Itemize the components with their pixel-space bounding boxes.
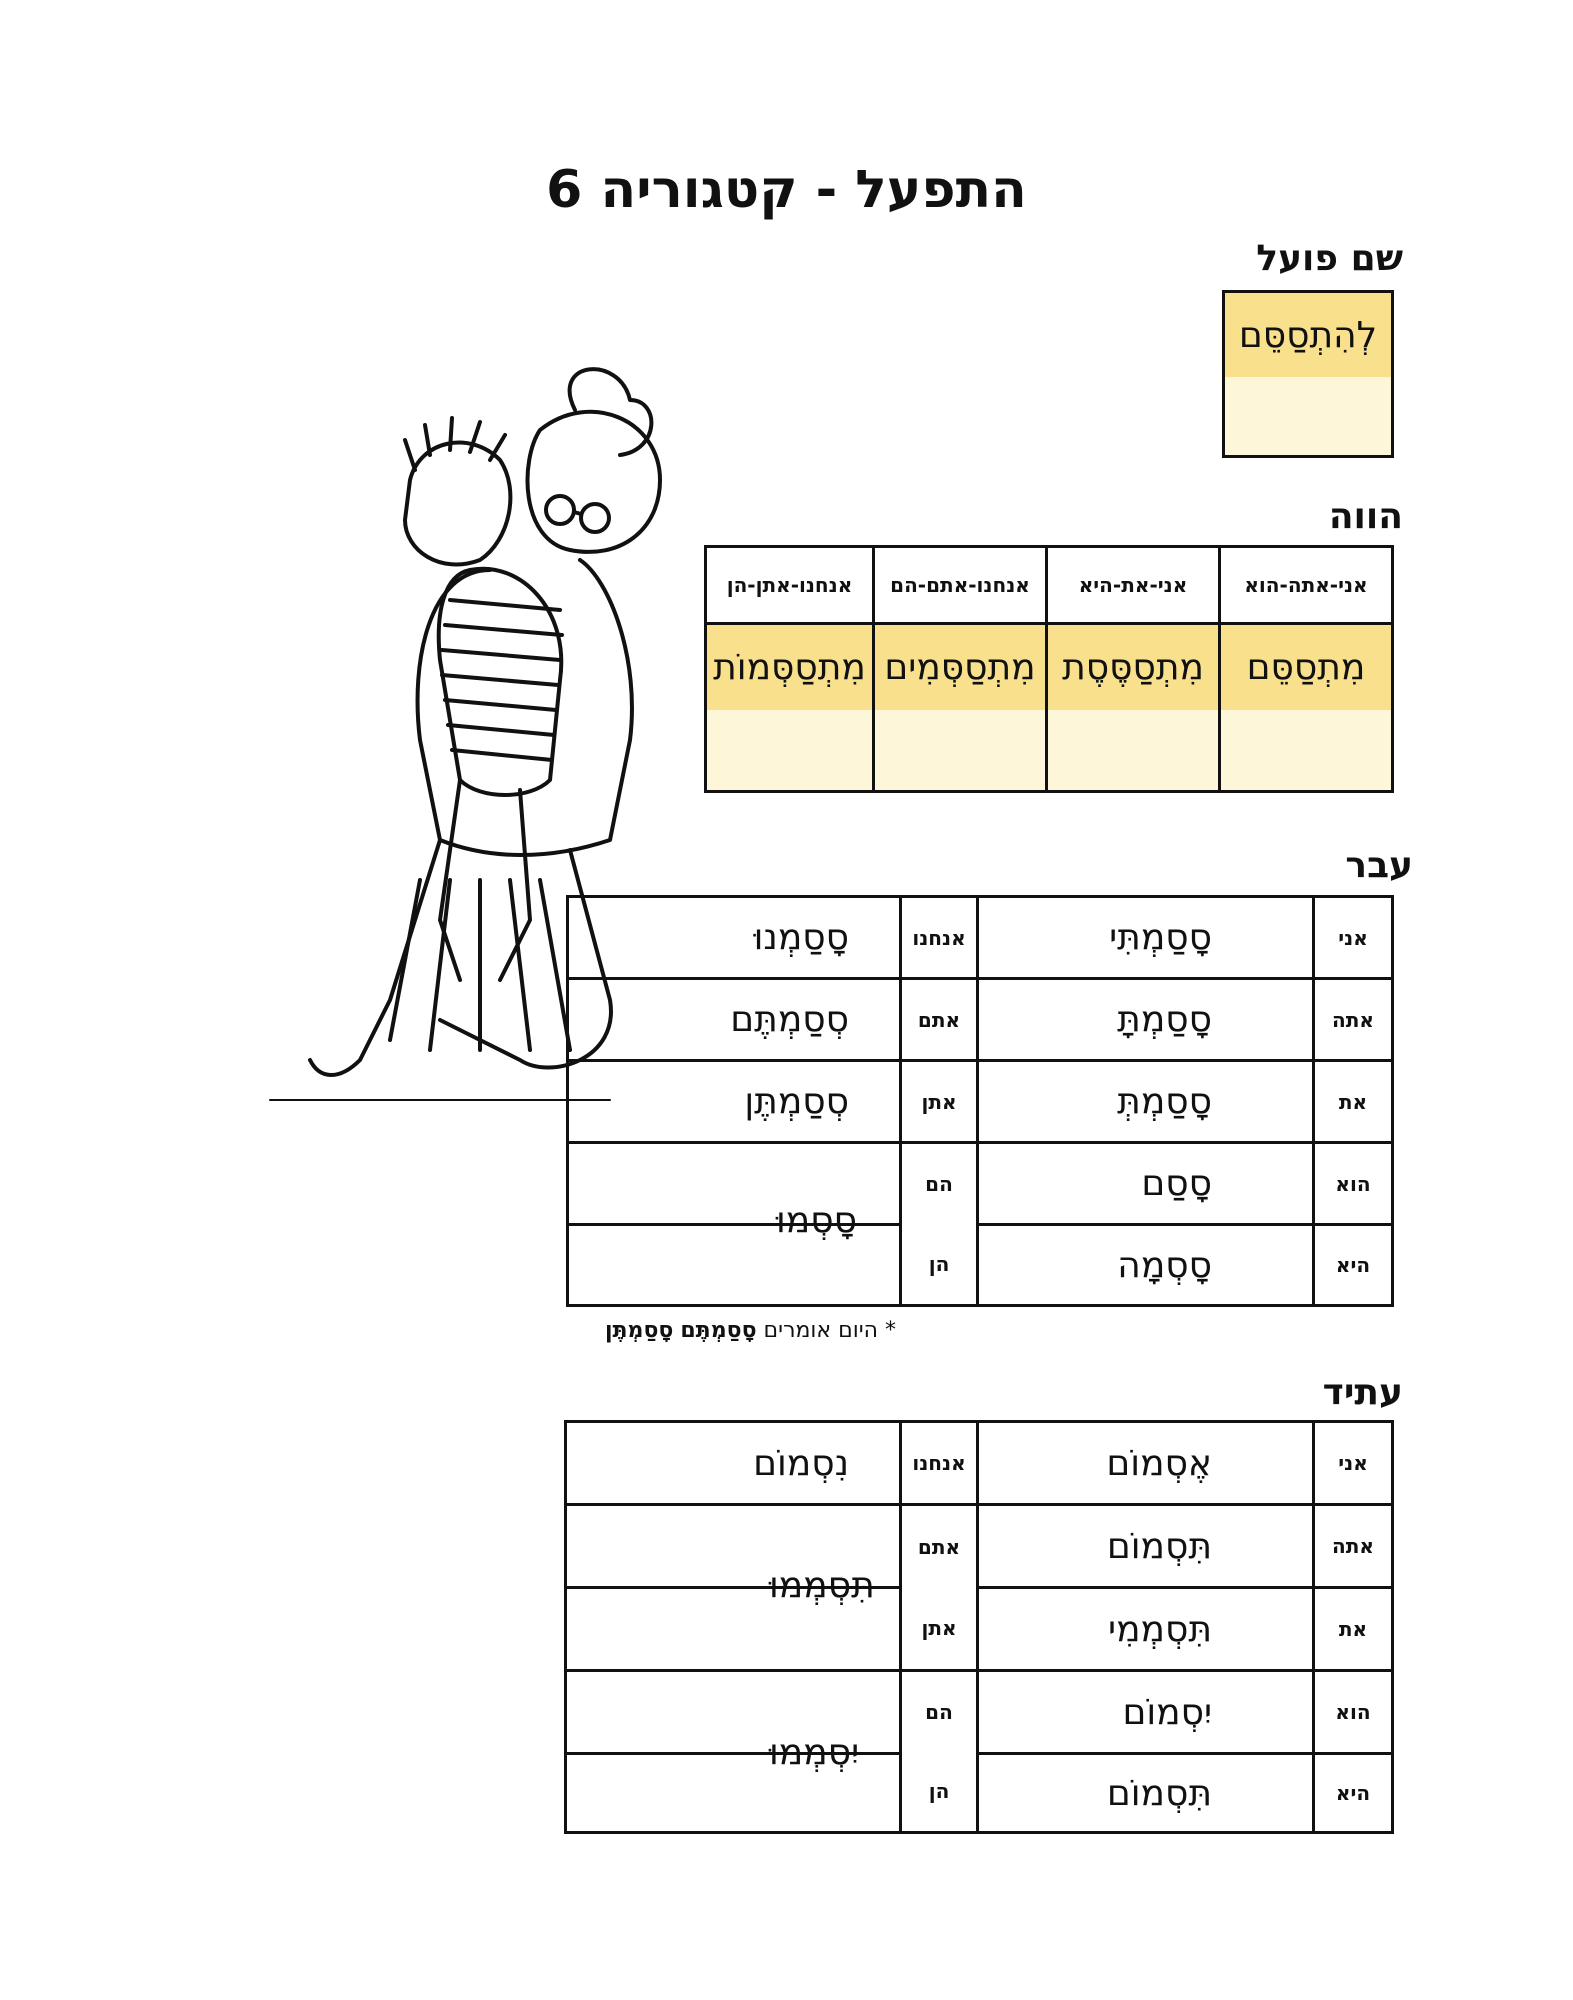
future-pronoun-4: הוא xyxy=(1312,1669,1394,1755)
past-pronoun-hen: הן xyxy=(928,1252,950,1276)
future-pronoun-hen: הן xyxy=(928,1779,950,1804)
present-cell-3 xyxy=(872,622,1048,793)
future-heading: עתיד xyxy=(1322,1372,1403,1413)
future-pronoun-atem: אתם xyxy=(917,1534,961,1559)
future-pronoun-aten: אתן xyxy=(921,1616,957,1641)
infinitive-word: לְהִתְסַסֵּם xyxy=(1238,314,1378,356)
present-blank-1 xyxy=(1221,710,1391,790)
infinitive-yellow-band xyxy=(1225,293,1391,377)
present-header-3: אנחנו-אתם-הם xyxy=(872,545,1048,625)
past-table xyxy=(566,895,1394,1307)
past-note-word-1: סָסַמְתֶּם xyxy=(680,1318,757,1343)
future-word-anachnu: נִסְמוֹם xyxy=(753,1442,849,1484)
future-word-ani: אֶסְמוֹם xyxy=(1106,1442,1212,1484)
present-cell-2 xyxy=(1045,622,1221,793)
past-plural-2 xyxy=(566,977,902,1062)
past-singular-1 xyxy=(976,895,1315,980)
present-header-1: אני-אתה-הוא xyxy=(1218,545,1394,625)
future-pronoun-hem: הם xyxy=(925,1699,953,1724)
present-word-1: מִתְסַסֵּם xyxy=(1246,647,1366,688)
present-cell-1 xyxy=(1218,622,1394,793)
infinitive-box xyxy=(1222,290,1394,458)
future-singular-5 xyxy=(976,1752,1315,1834)
present-table xyxy=(704,545,1394,793)
past-plural-pronoun-hem-hen xyxy=(899,1141,979,1307)
past-singular-4 xyxy=(976,1141,1315,1226)
present-cell-4 xyxy=(704,622,875,793)
past-singular-5 xyxy=(976,1223,1315,1307)
past-word-at: סָסַמְתְּ xyxy=(1117,1081,1212,1122)
future-plural-pronoun-hem-hen xyxy=(899,1669,979,1834)
past-word-hi: סָסְמָה xyxy=(1117,1244,1212,1286)
past-pronoun-2: אתה xyxy=(1312,977,1394,1062)
future-word-atem-aten: תִּסְמְמוּ xyxy=(769,1565,875,1606)
future-singular-3 xyxy=(976,1586,1315,1672)
present-yellow-3 xyxy=(875,625,1045,710)
past-word-ani: סָסַמְתִּי xyxy=(1109,917,1212,958)
future-plural-1 xyxy=(564,1420,902,1506)
present-blank-4 xyxy=(707,710,872,790)
future-pronoun-3: את xyxy=(1312,1586,1394,1672)
future-plural-pronoun-atem-aten xyxy=(899,1503,979,1672)
past-plural-pronoun-2: אתם xyxy=(899,977,979,1062)
past-singular-2 xyxy=(976,977,1315,1062)
present-word-4: מִתְסַסְּמוֹת xyxy=(713,647,866,688)
present-blank-3 xyxy=(875,710,1045,790)
present-yellow-1 xyxy=(1221,625,1391,710)
present-heading: הווה xyxy=(1328,496,1403,537)
present-blank-2 xyxy=(1048,710,1218,790)
past-word-ata: סָסַמְתָּ xyxy=(1117,999,1212,1040)
past-word-aten: סְסַמְתֶּן xyxy=(744,1081,849,1122)
future-pronoun-5: היא xyxy=(1312,1752,1394,1834)
past-plural-1 xyxy=(566,895,902,980)
future-word-at: תִּסְמְמִי xyxy=(1108,1608,1212,1650)
past-heading: עבר xyxy=(1345,845,1413,886)
past-word-hu: סָסַם xyxy=(1141,1163,1212,1204)
past-pronoun-hem: הם xyxy=(925,1172,953,1196)
past-plural-pronoun-3: אתן xyxy=(899,1059,979,1144)
past-word-atem: סְסַמְתֶּם xyxy=(730,999,849,1040)
past-plural-pronoun-1: אנחנו xyxy=(899,895,979,980)
future-singular-4 xyxy=(976,1669,1315,1755)
future-pronoun-2: אתה xyxy=(1312,1503,1394,1589)
present-header-4: אנחנו-אתן-הן xyxy=(704,545,875,625)
past-plural-3 xyxy=(566,1059,902,1144)
future-singular-1 xyxy=(976,1420,1315,1506)
future-singular-2 xyxy=(976,1503,1315,1589)
past-pronoun-1: אני xyxy=(1312,895,1394,980)
past-pronoun-3: את xyxy=(1312,1059,1394,1144)
future-pronoun-1: אני xyxy=(1312,1420,1394,1506)
past-note xyxy=(566,1318,896,1343)
present-yellow-4 xyxy=(707,625,872,710)
future-word-hu: יִסְמוֹם xyxy=(1122,1691,1212,1733)
past-note-word-2: סָסַמְתֶּן xyxy=(604,1318,674,1343)
future-word-ata: תִּסְמוֹם xyxy=(1106,1525,1212,1567)
future-table xyxy=(564,1420,1394,1834)
past-word-anachnu: סָסַמְנוּ xyxy=(753,917,849,958)
future-word-hi: תִּסְמוֹם xyxy=(1106,1772,1212,1814)
past-pronoun-4: הוא xyxy=(1312,1141,1394,1226)
past-pronoun-5: היא xyxy=(1312,1223,1394,1307)
infinitive-heading: שם פועל xyxy=(1256,238,1403,279)
present-word-3: מִתְסַסְּמִים xyxy=(884,647,1036,688)
page-title: התפעל - קטגוריה 6 xyxy=(546,160,1027,220)
past-word-hem-hen: סָסְמוּ xyxy=(776,1200,857,1241)
past-singular-3 xyxy=(976,1059,1315,1144)
future-plural-pronoun-1: אנחנו xyxy=(899,1420,979,1506)
future-word-hem-hen: יִסְמְמוּ xyxy=(769,1732,860,1773)
present-header-2: אני-את-היא xyxy=(1045,545,1221,625)
present-yellow-2 xyxy=(1048,625,1218,710)
present-word-2: מִתְסַסֶּסֶת xyxy=(1062,647,1204,688)
past-note-prefix: * היום אומרים xyxy=(763,1318,896,1343)
infinitive-blank xyxy=(1225,377,1391,455)
